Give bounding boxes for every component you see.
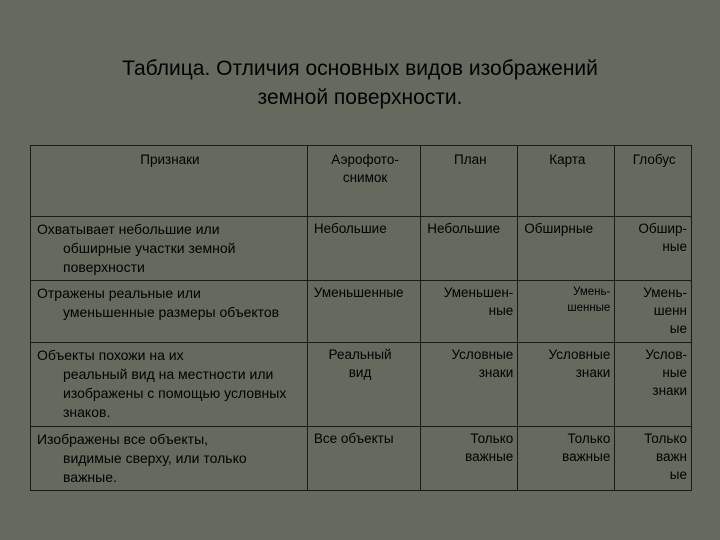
header-map: Карта [518, 146, 615, 217]
value-cell: Реальный вид [307, 343, 420, 427]
header-aerial-photo: Аэрофото- снимок [307, 146, 420, 217]
value-cell: Небольшие [307, 217, 420, 281]
value-cell: Только важн ые [615, 427, 692, 491]
value-cell: Умень- шенн ые [615, 281, 692, 343]
header-plan: План [421, 146, 518, 217]
table-row [31, 427, 692, 491]
table-header-row [31, 146, 692, 217]
page-title [0, 54, 720, 112]
feature-cell: Охватывает небольшие или обширные участки земной поверхности [31, 217, 308, 281]
value-cell: Только важные [421, 427, 518, 491]
feature-cell: Объекты похожи на их реальный вид на местности или изображены с помощью условных знаков. [31, 343, 308, 427]
value-cell: Условные знаки [518, 343, 615, 427]
title-line-1: Таблица. Отличия основных видов изображений [122, 57, 598, 81]
value-cell: Обшир- ные [615, 217, 692, 281]
header-features: Признаки [31, 146, 308, 217]
value-cell: Умень- шенные [518, 281, 615, 343]
feature-cell: Отражены реальные или уменьшенные размеры объектов [31, 281, 308, 343]
table-row [31, 281, 692, 343]
value-cell: Уменьшен- ные [421, 281, 518, 343]
value-cell: Все объекты [307, 427, 420, 491]
value-cell: Небольшие [421, 217, 518, 281]
feature-cell: Изображены все объекты, видимые сверху, или только важные. [31, 427, 308, 491]
value-cell: Условные знаки [421, 343, 518, 427]
table-row [31, 343, 692, 427]
value-cell: Уменьшенные [307, 281, 420, 343]
value-cell: Услов- ные знаки [615, 343, 692, 427]
value-cell: Обширные [518, 217, 615, 281]
comparison-table [30, 145, 692, 491]
header-globe: Глобус [615, 146, 692, 217]
value-cell: Только важные [518, 427, 615, 491]
title-line-2: земной поверхности. [257, 86, 463, 110]
table-row [31, 217, 692, 281]
